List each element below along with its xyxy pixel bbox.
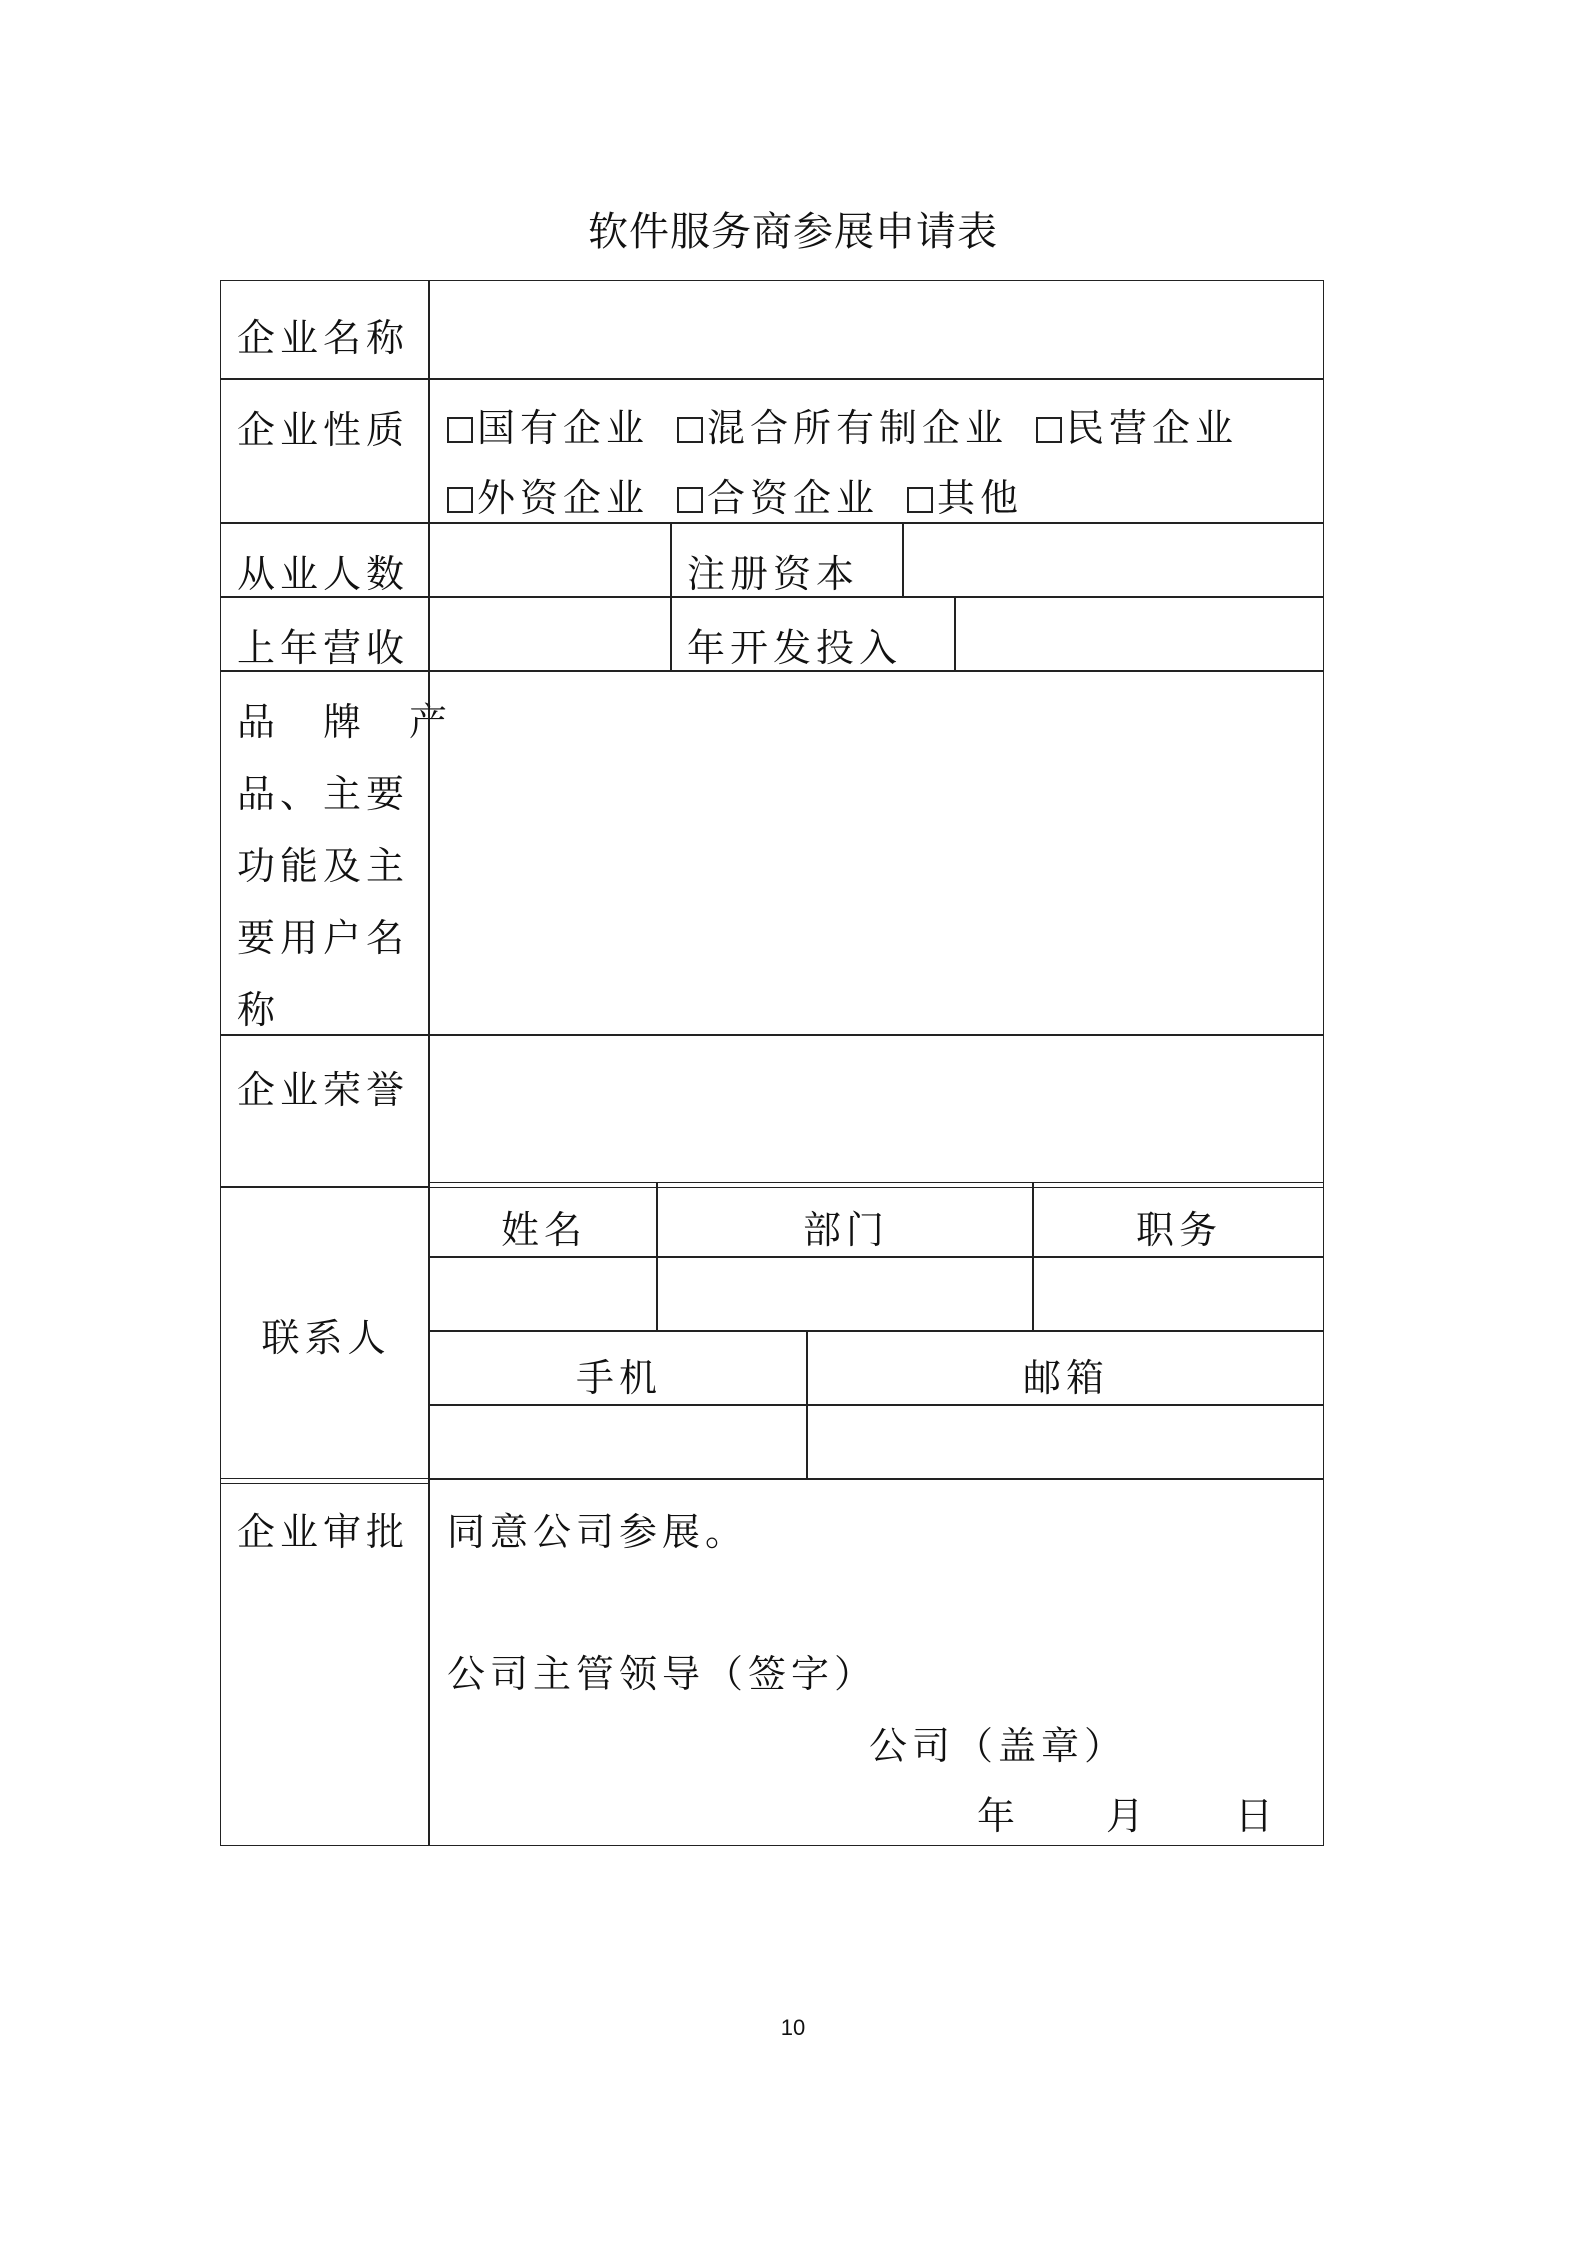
contact-department-header-cell: [656, 1182, 1034, 1258]
revenue-label: 上年营收: [237, 626, 410, 670]
contact-email-header-cell: [806, 1330, 1324, 1406]
company-name-label-cell: [220, 280, 430, 380]
nature-options-line2: [447, 467, 1023, 522]
checkbox-icon[interactable]: [677, 417, 703, 443]
company-name-input[interactable]: [428, 280, 1324, 380]
contact-position-input[interactable]: [1032, 1256, 1324, 1332]
registered-capital-input[interactable]: [902, 522, 1324, 598]
nature-options-cell: [428, 378, 1324, 524]
contact-name-header: 姓名: [500, 1208, 587, 1252]
approval-agree-text: 同意公司参展。: [447, 1510, 749, 1554]
employees-label: 从业人数: [237, 552, 410, 596]
contact-email-header: 邮箱: [1022, 1356, 1109, 1400]
products-label-line3: 功能及主: [237, 844, 410, 888]
approval-label-cell: [220, 1478, 430, 1846]
contact-mobile-input[interactable]: [428, 1404, 808, 1480]
products-label-line1: 品 牌 产: [237, 700, 453, 744]
checkbox-icon[interactable]: [447, 487, 473, 513]
contact-department-input[interactable]: [656, 1256, 1034, 1332]
contact-label-cell: [220, 1186, 430, 1484]
contact-mobile-header-cell: [428, 1330, 808, 1406]
honors-label-cell: [220, 1034, 430, 1188]
products-label-line5: 称: [237, 988, 281, 1032]
page-number: 10: [780, 2015, 806, 2040]
registered-capital-label: 注册资本: [687, 552, 860, 596]
employees-label-cell: [220, 522, 430, 598]
registered-capital-label-cell: [670, 522, 904, 598]
approval-label: 企业审批: [237, 1510, 410, 1554]
products-input[interactable]: [428, 670, 1324, 1036]
contact-position-header-cell: [1032, 1182, 1324, 1258]
checkbox-icon[interactable]: [1036, 417, 1062, 443]
checkbox-icon[interactable]: [677, 487, 703, 513]
nature-label: 企业性质: [237, 408, 410, 452]
products-label-line2: 品、主要: [237, 772, 410, 816]
contact-name-input[interactable]: [428, 1256, 658, 1332]
contact-name-header-cell: [428, 1182, 658, 1258]
approval-seal-text: 公司（盖章）: [869, 1724, 1128, 1768]
option-private[interactable]: 民营企业: [1036, 397, 1238, 452]
option-foreign[interactable]: 外资企业: [447, 467, 649, 522]
products-label-cell: [220, 670, 453, 1036]
nature-label-cell: [220, 378, 430, 524]
rd-investment-input[interactable]: [954, 596, 1324, 672]
option-joint-venture[interactable]: 合资企业: [677, 467, 879, 522]
form-title: 软件服务商参展申请表: [588, 209, 998, 255]
approval-content-cell: [428, 1478, 1324, 1846]
contact-label: 联系人: [261, 1316, 391, 1360]
nature-options-line1: [447, 397, 1238, 452]
rd-investment-label: 年开发投入: [687, 626, 903, 670]
products-label-line4: 要用户名: [237, 916, 410, 960]
rd-investment-label-cell: [670, 596, 956, 672]
contact-mobile-header: 手机: [575, 1356, 662, 1400]
employees-input[interactable]: [428, 522, 672, 598]
option-other[interactable]: 其他: [907, 467, 1023, 522]
approval-signature-text: 公司主管领导（签字）: [447, 1652, 878, 1696]
honors-input[interactable]: [428, 1034, 1324, 1188]
option-mixed-ownership[interactable]: 混合所有制企业: [677, 397, 1008, 452]
revenue-label-cell: [220, 596, 430, 672]
honors-label: 企业荣誉: [237, 1068, 410, 1112]
checkbox-icon[interactable]: [447, 417, 473, 443]
contact-email-input[interactable]: [806, 1404, 1324, 1480]
approval-date-text: 年 月 日: [977, 1794, 1279, 1838]
revenue-input[interactable]: [428, 596, 672, 672]
option-state-owned[interactable]: 国有企业: [447, 397, 649, 452]
company-name-label: 企业名称: [237, 316, 410, 360]
contact-department-header: 部门: [802, 1208, 889, 1252]
checkbox-icon[interactable]: [907, 487, 933, 513]
contact-position-header: 职务: [1135, 1208, 1222, 1252]
